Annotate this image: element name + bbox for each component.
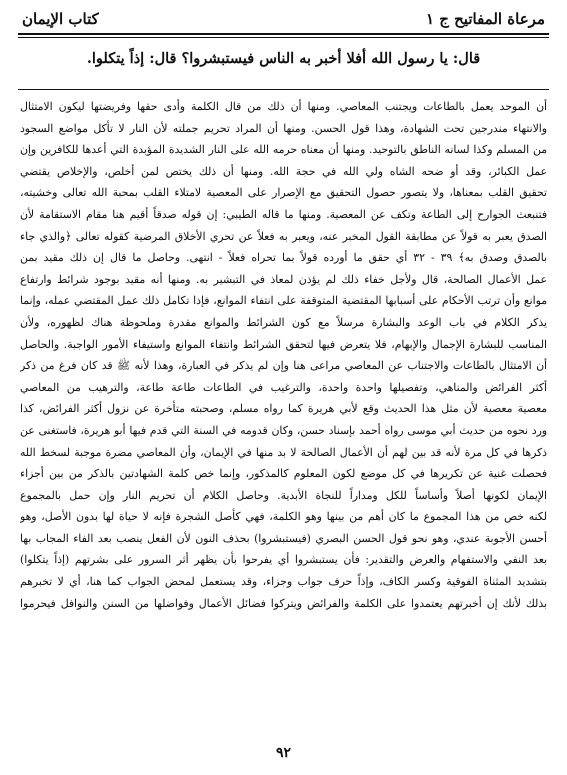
text-line: المناسب للبشارة الإجمال والإبهام، فلا يتعرض فيها لتحقق الشرائط وانتفاء الموانع واستيفاء الأمور الواجبة. والحاصل [20,337,547,351]
text-line: الصدق يعبر به قولاً عن مطابقة القول المخبر عنه، ويعبر به فعلاً عن تحري الأخلاق المرضية كقوله تعالى ﴿والذي جاء [20,229,547,243]
hadith-text: قال: يا رسول الله أفلا أخبر به الناس فيستبشروا؟ قال: إذاً يتكلوا. [86,50,481,67]
text-line: أن الموحد يعمل بالطاعات ويجتنب المعاصي. ومنها أن ذلك من قال الكلمة وأدى حقها وفريضتها ليكون الامتثال [20,100,547,113]
text-line: أكثر الفرائض والمناهي، وتفصيلها واحدة واحدة، والترغيب في الطاعات طاعة طاعة، والترهيب من المعاصي [20,380,547,394]
text-line: يذكر الكلام في باب الوعد والبشارة مرسلاً مع كون الشرائط والموانع مقدرة وملحوظة هناك لظهوره، ولأن [20,315,547,329]
text-line: الإيمان لكونها أصلاً وأساساً للكل ومداراً للنجاة الأبدية. وحاصل الكلام أن تحريم النار وإن حمل بالمجموع [20,488,547,502]
text-line: فحصلت غنية عن تكريرها في كل موضع لكون المعلوم كالمذكور، وإنما خص كلمة الشهادتين بالذكر من بين أجزاء [20,467,547,481]
hadith-divider [18,89,549,90]
text-line: ورد نحوه من حديث أبي موسى رواه أحمد بإسناد حسن، وكان قدومه في السنة التي قدم فيها أبو هريرة، فاستغنى عن [20,423,547,437]
header-rule [18,33,549,35]
text-line: من المسلم وكذا لسانه الناطق بالتوحيد. ومنها أن معناه حرمه الله على النار الشديدة المؤبدة التي أعدها للكافرين وإن [20,143,547,157]
page-number: ٩٢ [275,745,292,761]
text-line: أحسن الأجوبة عندي، وهو نحو قول الحسن البصري (فيستبشروا) بحذف النون لأن الفعل ينصب بعد الفاء المجاب بها [20,531,547,545]
text-line: بالصدق وصدق به﴾ ٣٩ - ٣٢ أي حقق ما أورده قولاً بما تحراه فعلاً - انتهى. وحاصل ما قال إن ذلك مقيد بمن [20,251,547,265]
text-line: فتنبعث الجوارح إلى الطاعة وتكف عن المعصية. ومنها ما قاله الطيبي: إن قوله صدقاً أقيم هنا مقام الاستقامة لأن [20,207,547,221]
text-line: موانع وأن ترتب الأحكام على أسبابها المقتضية المتوقفة على انتفاء الموانع، فإذا تكامل ذلك عمل المقتضي عمله، وإنما [20,294,547,308]
text-line: عمل الكبائر، وقد أو ضحه الشاه ولي الله في حجة الله. ومنها أن ذلك يختص لمن أخلص، والإخلاص يقتضي [20,164,547,178]
work-title: مرعاة المفاتيح ج ١ [425,10,545,28]
running-header [22,8,545,30]
text-line: ذكرها في كل مرة لأنه قد بين لهم أن الأعمال الصالحة لا بد منها في الإيمان، وأن المعاصي مضرة موجبة لسخط الله [20,445,547,459]
text-line: بذلك لأنك إن أخبرتهم يعتمدوا على الكلمة والفرائض ويتركوا فضائل الأعمال وفواضلها من السنن والنوافل فيحرموا [20,596,547,610]
text-line: تحقيق القلب بمعناها، ولا يتصور حصول التحقيق مع الإصرار على المعصية لامتلاء القلب بمحبة الله تعالى وخشيته، [20,186,547,200]
commentary-body [20,96,547,736]
text-line: بتشديد المثناة الفوقية وكسر الكاف، وإذاً حرف جواب وجزاء، وقد يستعمل لمحض الجواب كما هنا، أي لا تخبرهم [20,575,547,589]
text-line: أن الامتثال بالطاعات والاجتناب عن المعاصي مراعى هنا وإن لم يذكر في العبارة، وهذا لأنه ﷺ قد كان فرغ من ذكر [20,359,547,373]
text-line: والانتهاء مندرجين تحت الشهادة، وهذا قول الحسن. ومنها أن المراد تحريم جملته لأن النار لا تأكل مواضع السجود [20,121,547,135]
text-line: لكنه خص من هذا المجموع ما كان أهم من بينها وهو الكلمة، فهي كأصل الشجرة فإنه لا حياة لها بدون الأصل، وهو [20,510,547,524]
book-title: كتاب الإيمان [22,10,99,28]
header-rule-thin [18,37,549,38]
text-line: بعد النفي والاستفهام والعرض والتقدير: فأن يستبشروا أي يفرحوا بأن يظهر أثر السرور على بشرتهم (إذاً يتكلوا) [20,553,547,567]
text-line: عمل الأعمال الصالحة، قال ولأجل خفاء ذلك لم يؤذن لمعاذ في التبشير به. ومنها أنه مقيد بوجود شرائط وارتفاع [20,272,547,286]
text-line: معصية معصية لأن مثل هذا الحديث وقع لأبي هريرة كما رواه مسلم، وصحبته متأخرة عن نزول أكثر الفرائض، كذا [20,402,547,416]
